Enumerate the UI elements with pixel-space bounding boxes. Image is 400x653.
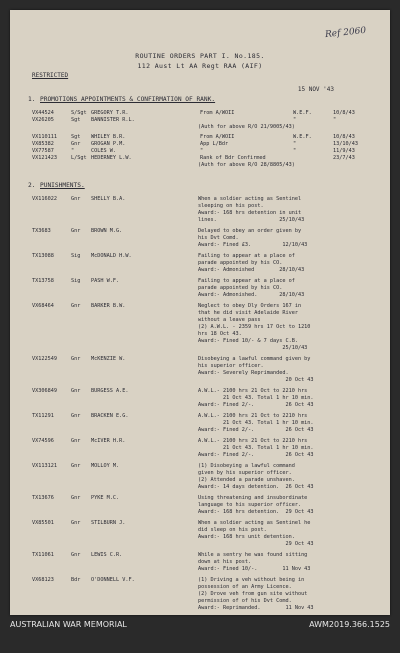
detail-line: hrs 18 Oct 43. bbox=[198, 331, 242, 337]
soldier-name: BARKER B.W. bbox=[91, 303, 126, 309]
service-number: VX77587 bbox=[32, 148, 54, 154]
effective-date: 10/8/43 bbox=[333, 110, 355, 116]
service-number: VX110111 bbox=[32, 134, 57, 140]
soldier-name: MOLLOY M. bbox=[91, 463, 120, 469]
punishment-detail bbox=[198, 303, 374, 352]
soldier-name: HEDERNEY L.W. bbox=[91, 155, 132, 161]
detail-line: did sleep on his post. bbox=[198, 527, 267, 533]
punishment-detail bbox=[198, 495, 374, 516]
punishment-detail bbox=[198, 520, 374, 548]
service-number: TX13088 bbox=[32, 253, 54, 259]
soldier-name: SHELLY B.A. bbox=[91, 196, 126, 202]
soldier-name: BROWN M.G. bbox=[91, 228, 123, 234]
detail-line: Award:- Fined 2/-. 26 Oct 43 bbox=[198, 427, 314, 433]
detail-line: sleeping on his post. bbox=[198, 203, 264, 209]
detail-line: Award:- Fined 2/-. 26 Oct 43 bbox=[198, 402, 314, 408]
soldier-name: PYKE M.C. bbox=[91, 495, 120, 501]
effective-label: W.E.F. bbox=[293, 134, 312, 140]
detail-line: 21 Oct 43. Total 1 hr 10 min. bbox=[198, 395, 314, 401]
detail-line: Award:- 168 hrs detention in unit bbox=[198, 210, 302, 216]
order-date: 15 NOV '43 bbox=[297, 86, 334, 93]
soldier-name: BURGESS A.E. bbox=[91, 388, 129, 394]
rank: Gnr bbox=[71, 552, 81, 558]
detail-line: parade appointed by his CO. bbox=[198, 260, 283, 266]
detail-line: Award:- Fined £3. 12/10/43 bbox=[198, 242, 308, 248]
rank: Gnr bbox=[71, 495, 81, 501]
detail-line: 21 Oct 43. Total 1 hr 10 min. bbox=[198, 420, 314, 426]
effective-label: " bbox=[293, 141, 297, 147]
detail-line: (1) Driving a veh without being in bbox=[198, 577, 305, 583]
effective-date: 10/8/43 bbox=[333, 134, 355, 140]
detail-line: Award:- Fined 10/- & 7 days C.B. bbox=[198, 338, 298, 344]
service-number: VX74596 bbox=[32, 438, 54, 444]
detail-line: While a sentry he was found sitting bbox=[198, 552, 308, 558]
detail-line: (1) Disobeying a lawful command bbox=[198, 463, 295, 469]
detail-line: Award:- Fined 2/-. 26 Oct 43 bbox=[198, 452, 314, 458]
effective-label: " bbox=[293, 117, 297, 123]
rank: Gnr bbox=[71, 228, 81, 234]
punishment-detail bbox=[198, 577, 374, 612]
promotion-detail: From A/WOII bbox=[200, 134, 235, 140]
service-number: VX85501 bbox=[32, 520, 54, 526]
detail-line: Disobeying a lawful command given by bbox=[198, 356, 311, 362]
service-number: VX68123 bbox=[32, 577, 54, 583]
section-heading-punishments: 2. PUNISHMENTS. bbox=[28, 182, 85, 189]
service-number: VX85382 bbox=[32, 141, 54, 147]
service-number: TX3683 bbox=[32, 228, 51, 234]
service-number: TX13676 bbox=[32, 495, 54, 501]
detail-line: When a soldier acting as Sentinel he bbox=[198, 520, 311, 526]
detail-line: possession of an Army Licence. bbox=[198, 584, 292, 590]
detail-line: Award:- 168 hrs detention. 29 Oct 43 bbox=[198, 509, 314, 515]
detail-line: 20 Oct 43 bbox=[198, 377, 314, 383]
service-number: TX11291 bbox=[32, 413, 54, 419]
detail-line: Award:- 168 hrs unit detention. bbox=[198, 534, 295, 540]
soldier-name: STILBURN J. bbox=[91, 520, 126, 526]
rank: Bdr bbox=[71, 577, 81, 583]
rank: Gnr bbox=[71, 520, 81, 526]
detail-line: without a leave pass bbox=[198, 317, 261, 323]
detail-line: that he did visit Adelaide River bbox=[198, 310, 298, 316]
detail-line: A.W.L.- 2100 hrs 21 Oct to 2210 hrs bbox=[198, 438, 308, 444]
rank: Gnr bbox=[71, 388, 81, 394]
detail-line: his Dvt Comd. bbox=[198, 235, 239, 241]
service-number: VX26205 bbox=[32, 117, 54, 123]
punishment-detail bbox=[198, 228, 374, 249]
rank: Gnr bbox=[71, 303, 81, 309]
detail-line: Award:- 14 days detention. 26 Oct 43 bbox=[198, 484, 314, 490]
rank: Gnr bbox=[71, 413, 81, 419]
service-number: VX113121 bbox=[32, 463, 57, 469]
detail-line: language to his superior officer. bbox=[198, 502, 302, 508]
rank: Gnr bbox=[71, 141, 81, 147]
rank: Sgt bbox=[71, 117, 81, 123]
detail-line: Award:- Fined 10/-. 11 Nov 43 bbox=[198, 566, 311, 572]
handwritten-reference: Ref 2060 bbox=[324, 25, 367, 41]
soldier-name: LEWIS C.R. bbox=[91, 552, 123, 558]
service-number: VX116022 bbox=[32, 196, 57, 202]
soldier-name: COLES W. bbox=[91, 148, 116, 154]
detail-line: given by his superior officer. bbox=[198, 470, 292, 476]
detail-line: parade appointed by his CO. bbox=[198, 285, 283, 291]
detail-line: 25/10/43 bbox=[198, 345, 308, 351]
soldier-name: McDONALD H.W. bbox=[91, 253, 132, 259]
punishment-detail bbox=[198, 463, 374, 491]
soldier-name: PASH W.F. bbox=[91, 278, 120, 284]
detail-line: Failing to appear at a place of bbox=[198, 278, 295, 284]
section-heading-promotions: 1. PROMOTIONS APPOINTMENTS & CONFIRMATION OF RANK. bbox=[28, 96, 216, 103]
detail-line: lines. 25/10/43 bbox=[198, 217, 305, 223]
service-number: VX122549 bbox=[32, 356, 57, 362]
soldier-name: GREGORY T.R. bbox=[91, 110, 129, 116]
soldier-name: McKENZIE W. bbox=[91, 356, 126, 362]
soldier-name: BRACKEN E.G. bbox=[91, 413, 129, 419]
detail-line: A.W.L.- 2100 hrs 21 Oct to 2210 hrs bbox=[198, 388, 308, 394]
soldier-name: O'DONNELL V.F. bbox=[91, 577, 135, 583]
punishment-detail bbox=[198, 278, 374, 299]
rank: Sig bbox=[71, 278, 81, 284]
rank: Sgt bbox=[71, 134, 81, 140]
effective-date: " bbox=[333, 117, 337, 123]
soldier-name: McIVER H.R. bbox=[91, 438, 126, 444]
detail-line: (2) A.W.L. - 2359 hrs 17 Oct to 1210 bbox=[198, 324, 311, 330]
service-number: VX68464 bbox=[32, 303, 54, 309]
promotion-detail: Rank of Bdr Confirmed bbox=[200, 155, 266, 161]
rank: Gnr bbox=[71, 196, 81, 202]
detail-line: (2) Attended a parade unshaven. bbox=[198, 477, 295, 483]
rank: Gnr bbox=[71, 463, 81, 469]
detail-line: Neglect to obey Dly Orders 167 in bbox=[198, 303, 302, 309]
punishment-detail bbox=[198, 552, 374, 573]
service-number: VX306849 bbox=[32, 388, 57, 394]
service-number: VX121423 bbox=[32, 155, 57, 161]
detail-line: Award:- Admonished 28/10/43 bbox=[198, 267, 305, 273]
classification-label: RESTRICTED bbox=[32, 72, 69, 79]
document-page bbox=[10, 10, 390, 615]
detail-line: Using threatening and insubordinate bbox=[198, 495, 308, 501]
detail-line: Delayed to obey an order given by bbox=[198, 228, 302, 234]
effective-label: " bbox=[293, 148, 297, 154]
soldier-name: BANNISTER R.L. bbox=[91, 117, 135, 123]
detail-line: Award:- Reprimanded. 11 Nov 43 bbox=[198, 605, 314, 611]
service-number: TX11061 bbox=[32, 552, 54, 558]
punishment-detail bbox=[198, 413, 374, 434]
detail-line: Award:- Severely Reprimanded. bbox=[198, 370, 289, 376]
detail-line: A.W.L.- 2100 hrs 21 Oct to 2210 hrs bbox=[198, 413, 308, 419]
rank: Sig bbox=[71, 253, 81, 259]
detail-line: down at his post. bbox=[198, 559, 252, 565]
detail-line: his superior officer. bbox=[198, 363, 264, 369]
archive-id: AWM2019.366.1525 bbox=[309, 620, 390, 629]
document-title: ROUTINE ORDERS PART I. No.185. bbox=[135, 52, 265, 60]
effective-label: W.E.F. bbox=[293, 110, 312, 116]
rank: " bbox=[71, 148, 75, 154]
unit-name: 112 Aust Lt AA Regt RAA (AIF) bbox=[137, 62, 263, 70]
punishment-detail bbox=[198, 253, 374, 274]
punishment-detail bbox=[198, 196, 374, 224]
authority-note: (Auth for above R/O 28/8805/43) bbox=[198, 162, 295, 168]
detail-line: Failing to appear at a place of bbox=[198, 253, 295, 259]
rank: S/Sgt bbox=[71, 110, 87, 116]
detail-line: Award:- Admonished. 28/10/43 bbox=[198, 292, 305, 298]
rank: Gnr bbox=[71, 356, 81, 362]
soldier-name: WHILEY B.R. bbox=[91, 134, 126, 140]
promotion-detail: From A/WOII bbox=[200, 110, 235, 116]
promotion-detail: " bbox=[200, 148, 204, 154]
detail-line: 21 Oct 43. Total 1 hr 10 min. bbox=[198, 445, 314, 451]
detail-line: permission of of his Dvt Comd. bbox=[198, 598, 292, 604]
service-number: VX44524 bbox=[32, 110, 54, 116]
soldier-name: GROGAN P.M. bbox=[91, 141, 126, 147]
effective-date: 11/9/43 bbox=[333, 148, 355, 154]
punishment-detail bbox=[198, 438, 374, 459]
service-number: TX13758 bbox=[32, 278, 54, 284]
punishment-detail bbox=[198, 356, 374, 384]
archive-credit: AUSTRALIAN WAR MEMORIAL bbox=[10, 620, 127, 629]
promotion-detail: App L/Bdr bbox=[200, 141, 229, 147]
detail-line: (2) Drove veh from gun site without bbox=[198, 591, 308, 597]
rank: Gnr bbox=[71, 438, 81, 444]
punishment-detail bbox=[198, 388, 374, 409]
detail-line: When a soldier acting as Sentinel bbox=[198, 196, 302, 202]
rank: L/Sgt bbox=[71, 155, 87, 161]
authority-note: (Auth for above R/O 21/9005/43) bbox=[198, 124, 295, 130]
detail-line: 29 Oct 43 bbox=[198, 541, 314, 547]
effective-date: 23/7/43 bbox=[333, 155, 355, 161]
effective-date: 13/10/43 bbox=[333, 141, 358, 147]
